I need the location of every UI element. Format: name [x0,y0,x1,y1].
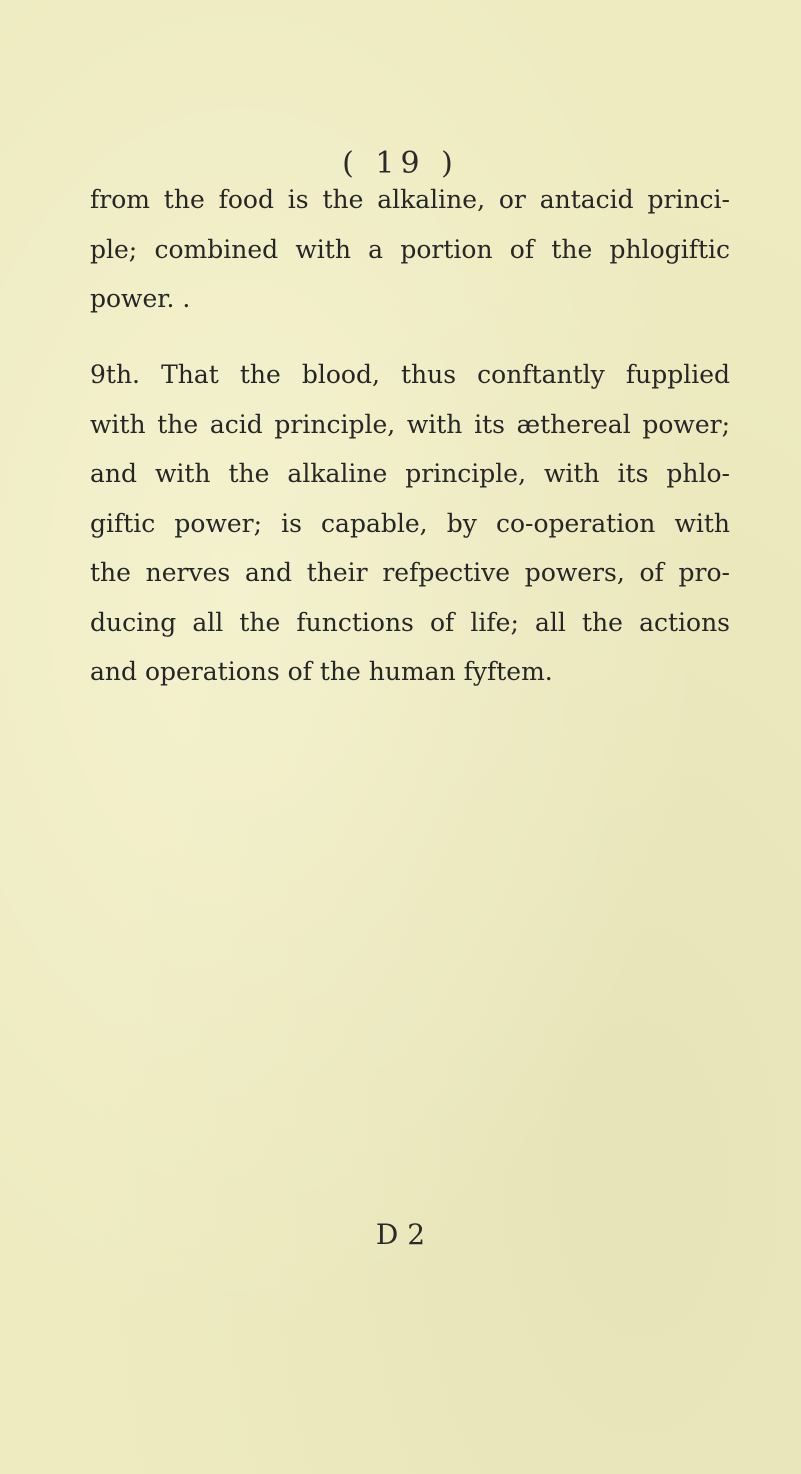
text-line: and with the alkaline principle, with its phlo- [90,459,730,488]
text-line: 9th. That the blood, thus conftantly fupplied [90,360,730,389]
text-line: the nerves and their refpective powers, of pro- [90,558,730,587]
text-line: ple; combined with a portion of the phlogiftic [90,234,730,264]
text-line: with the acid principle, with its æthereal power; [90,409,730,439]
paragraph-continuation [90,175,730,324]
page-number: ( 19 ) [342,146,459,181]
signature-mark: D 2 [375,1218,426,1251]
text-line: giftic power; is capable, by co-operation with [90,508,730,538]
text-line: from the food is the alkaline, or antacid princi- [90,185,730,214]
paragraph-ninth [90,350,730,697]
text-line: and operations of the human fyftem. [90,657,553,686]
text-line: power. . [90,284,191,313]
text-line: ducing all the functions of life; all the actions [90,607,730,637]
